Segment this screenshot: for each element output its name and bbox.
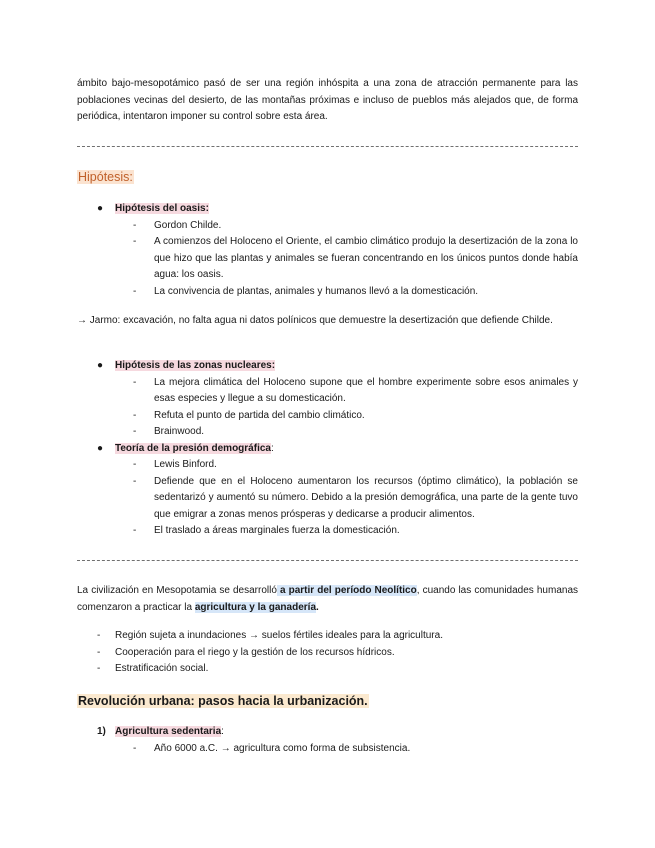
agricultura-title: Agricultura sedentaria [115,726,222,737]
dash-bullet-icon: - [133,475,137,487]
oasis-title: Hipótesis del oasis: [115,203,209,214]
dash-bullet-icon: - [133,236,137,247]
dash-bullet-icon: - [97,630,101,641]
list-item: - Cooperación para el riego y la gestión de los recursos hídricos. [77,645,578,662]
list-item: - La convivencia de plantas, animales y humanos llevó a la domesticación. [77,284,578,301]
jarmo-paragraph: → Jarmo: excavación, no falta agua ni datos polínicos que demuestre la desertización que defiende Childe. [77,315,553,326]
list-item: - A comienzos del Holoceno el Oriente, el cambio climático produjo la desertización de la zona lo que hizo que las plantas y animales se fueran concentrando en los únicos puntos donde había agua: los oasis. [133,236,578,280]
highlight-agricultura: agricultura y la ganadería [194,601,317,613]
dash-bullet-icon: - [97,663,101,674]
revolucion-heading-block [77,693,578,709]
dash-bullet-icon: - [133,219,137,231]
oasis-section [77,201,578,300]
list-item: - Año 6000 a.C. → agricultura como forma de subsistencia. [77,741,578,758]
dash-bullet-icon: - [133,525,137,536]
list-item: - El traslado a áreas marginales fuerza la domesticación. [77,523,578,540]
civilizacion-paragraph: La civilización en Mesopotamia se desarrolló a partir del período Neolítico, cuando las comunidades humanas comenzaron a practicar la agricultura y la ganadería. [77,585,579,613]
dashed-divider [77,146,578,147]
intro-paragraph: ámbito bajo-mesopotámico pasó de ser una región inhóspita a una zona de atracción permanente para las poblaciones vecinas del desierto, de las montañas próximas e incluso de pueblos más alejados que, de forma periódica, intentaron imponer su control sobre esta área. [77,78,578,122]
bullet-dot-icon: ● [97,203,104,214]
dashed-divider [77,560,578,561]
list-item: - La mejora climática del Holoceno supone que el hombre experimente sobre esos animales y esas especies y llegue a su domesticación. [133,376,578,404]
dash-bullet-icon: - [133,409,137,421]
list-item: - Refuta el punto de partida del cambio climático. [77,408,578,425]
dash-bullet-icon: - [133,285,137,297]
list-item: - Defiende que en el Holoceno aumentaron los recursos (óptimo climático), la población se sedentarizó y aumentó su número. Debido a la presión demográfica, una parte de la gente tuvo que emigrar a zonas menos prósperas y dedicarse a producir alimentos. [133,475,578,520]
nucleares-section [77,358,578,540]
dash-bullet-icon: - [133,426,137,437]
list-item: - Región sujeta a inundaciones → suelos fértiles ideales para la agricultura. [77,628,578,645]
nucleares-item [77,358,578,375]
dash-bullet-icon: - [133,376,137,388]
hipotesis-heading-block [77,169,578,185]
list-item: - Lewis Binford. [77,457,578,474]
bullet-dot-icon: ● [97,442,104,454]
dash-bullet-icon: - [97,646,101,658]
presion-item: ● Teoría de la presión demográfica: [77,441,578,458]
nucleares-title: Hipótesis de las zonas nucleares: [115,360,276,371]
agricultura-section [77,724,578,757]
oasis-item [77,201,578,218]
bullet-dot-icon: ● [97,360,104,371]
list-number: 1) [97,726,106,737]
list-item: - Estratificación social. [77,661,578,678]
dash-bullet-icon: - [133,459,137,470]
agricultura-item: 1) Agricultura sedentaria: [77,724,578,741]
list-item: - Brainwood. [77,424,578,441]
civilizacion-list [77,628,578,678]
revolucion-heading: Revolución urbana: pasos hacia la urbanización. [78,694,368,708]
hipotesis-heading: Hipótesis: [78,170,133,184]
dash-bullet-icon: - [133,742,137,754]
presion-title: Teoría de la presión demográfica [115,442,271,454]
highlight-neolitico: a partir del período Neolítico [276,585,417,596]
list-item: - Gordon Childe. [77,218,578,235]
